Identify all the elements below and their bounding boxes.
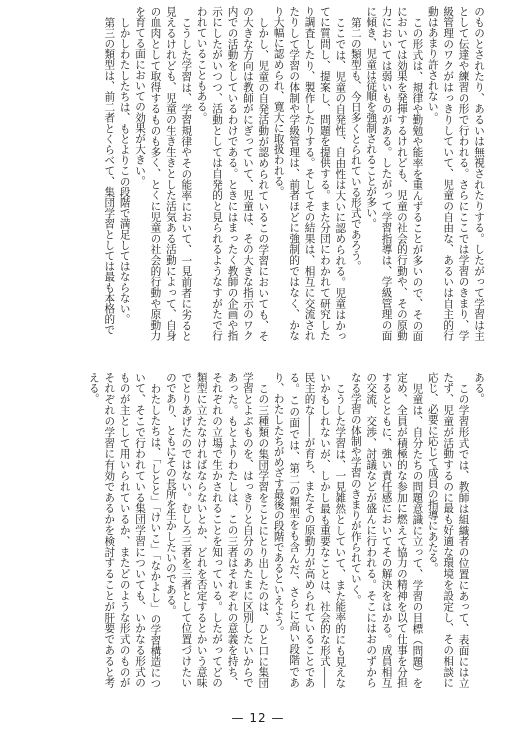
paragraph: この学習形式では、教師は組織者の位置にあって、表面には立たず、児童が活動するのに最も好適な環境を設定し、その相談に応じ、必要に応じて成員の指導にあたる。 [426,372,470,688]
paragraph: こうした学習は、一見雑然としていて、また能率的にも見えないかもしれないが、しかし最も重要なことは、社会的な形式――民主的な――が育ち、またその原動力が高められていることである。この面では、第二の類型をも含んだ、さらに高い段階であり、わたしたちがめざす最後の段階であるといえよう。 [272,372,347,688]
upper-text-block [28,6,486,341]
paragraph: 児童は、自分たちの問題意識に立って、学習の目標（問題）を定め、全員が積極的な参加に燃えて協力の精神を以て仕事を分担するとともに、強い責任感においてその解決をはかる。成員相互の交流、交渉、討議などが盛んに行われる。そこにはおのずからなる学習の体制や学習のきまりが作られていく。 [349,372,424,688]
paragraph: こうした学習は、学習規律やその能率において、一見前者に劣ると見えるけれども、児童の生き生きとした活気ある活動によって、自身の血肉として取得するものも多く、とくに児童の社会的行動や原動力を育てる面においての効果が大きい。 [134,6,193,341]
paragraph: 第二の類型も、今日多くとられている形式であろう。 [349,16,362,271]
paragraph: しかしわたしたちは、もとよりこの段階で満足してはならない。 [118,16,131,324]
paragraph: 第三の類型は、前二者とくらべて、集団学習としては最も本格的で [103,16,116,335]
paragraph: しかし、児童の自発活動が認められているこの学習においても、その大きな方向は教師がにぎっていて、児童は、その大きな指示のワク内での活動をしているわけである。ときにはまったく教師の企画や指示にしたがいつつ、活動としては自発的と見られるようなすがたで行われていることもある。 [195,6,270,341]
paragraph: この形式は、規律や勤勉や能率を重んずることが多いので、その面においては効果を発揮するけれども、児童の社会的行動や、その原動力においては弱いものがある。したがって学習指導は、学級管理の面に傾き、児童は従順を強制されることが多い。 [365,6,424,341]
paragraph: この三種類の集団学習をことにとり出したのは、ひと口に集団学習とよぶものを、はっきりと自分のあたまに区別したいからであった。もとよりわたしは、この三者はそれぞれの意義を持ち、それぞれの立場で生かされることを知っている。したがってどの類型に立たなければならないとか、どれを否定するとかいう意味でとりあげたのではない。むしろ三者を三者として位置づけたいのであり、ともにその長所を生かしたいのである。 [164,372,270,688]
paragraph: ある。 [473,372,485,404]
page-number: — 12 — [231,711,285,725]
paragraph: のものとされたり、あるいは無視されたりする。したがって学習は主として伝達や練習の形で行われる。さらにここでは学習のきまり、学級管理のワクがはっきりしていて、児童の自由な、あるいは自主的行動はあまり許されない。 [426,6,485,341]
paragraph: ここでは、児童の自発性、自由性は大いに認められる。児童はかってに質問し、提案し、問題を提供する。また分団にわかれて研究したり調査したり、製作したりする。そしてその結果は、相互に交流されたりして学習の体制や学級管理は、前者ほどに強制的ではなく、かなり大幅に認められ、寛大に取扱われる。 [272,6,347,341]
paragraph: わたしたちは、「しとと」「けいこ」「なかよし」の学習構造について、そこで行われている集団学習についても、いかなる形式のものが主として用いられているか、またどのような形式のものがそれぞれの学習に有効であるかを検討することが肝要であると考える。 [87,372,162,688]
lower-text-block [28,372,486,688]
